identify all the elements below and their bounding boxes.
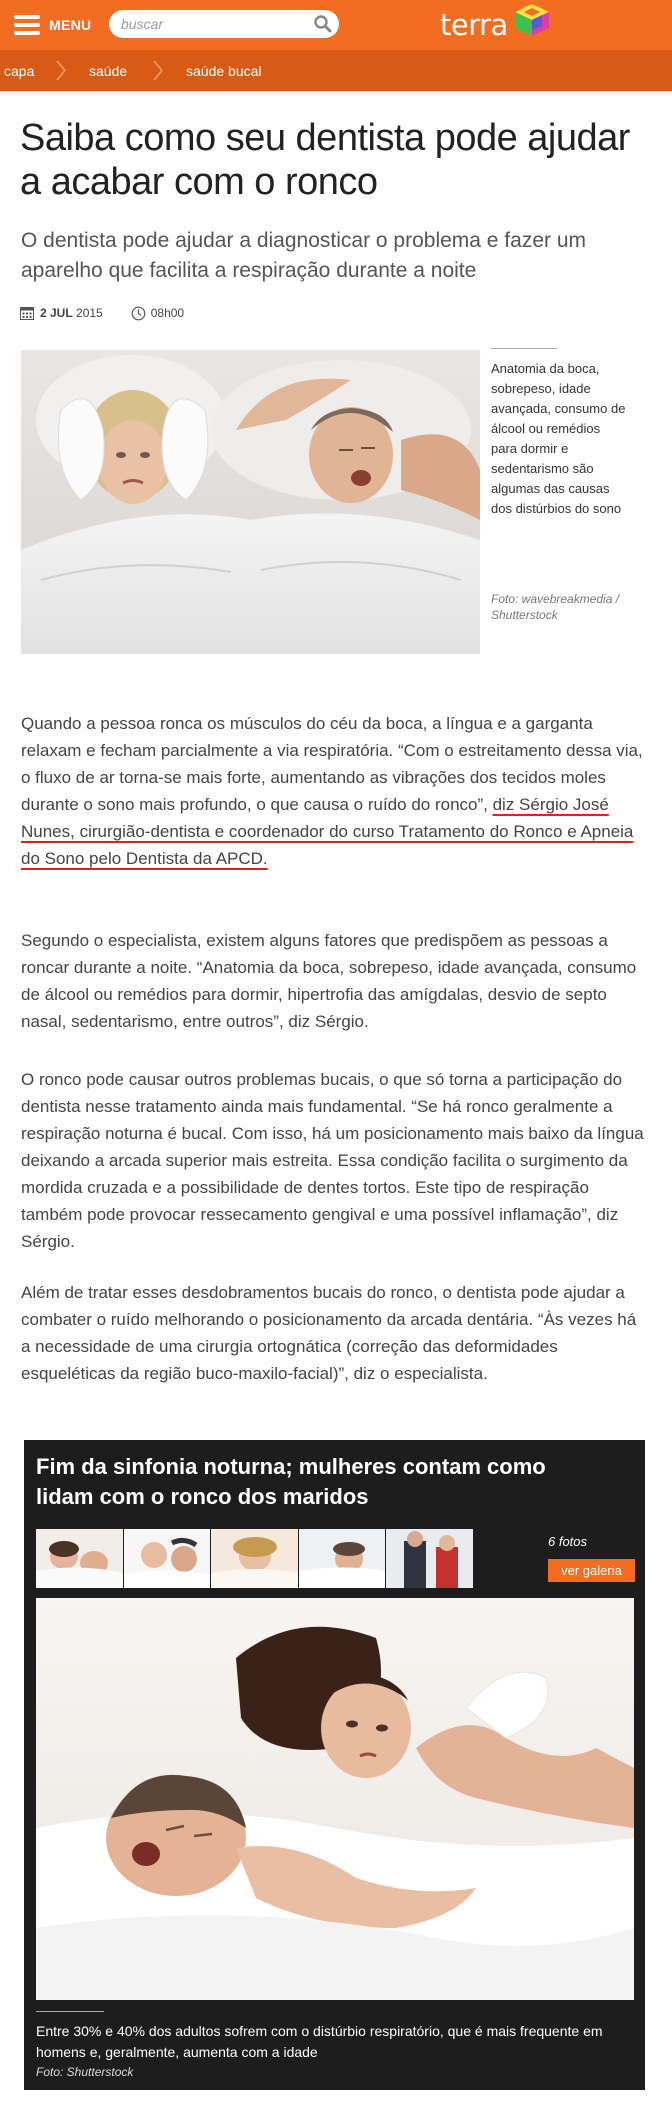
- search-input[interactable]: [109, 10, 309, 38]
- breadcrumb-item-saude-bucal[interactable]: saúde bucal: [186, 62, 262, 79]
- chevron-right-icon: [55, 59, 67, 82]
- gallery-thumbnail[interactable]: [36, 1529, 124, 1588]
- chevron-right-icon: [152, 59, 164, 82]
- hero-image-credit: Foto: wavebreakmedia / Shutterstock: [491, 592, 620, 622]
- article-paragraph: Além de tratar esses desdobramentos bucais do ronco, o dentista pode ajudar a combater o ruído melhorando o posicionamento da arcada dentária. “Às vezes há a necessidade de uma cirurgia ortognática (correção das deformidades esqueléticas da região buco-maxilo-facial)”, diz o especialista.: [21, 1283, 637, 1383]
- gallery-title[interactable]: Fim da sinfonia noturna; mulheres contam como lidam com o ronco dos maridos: [36, 1454, 546, 1509]
- search-icon[interactable]: [313, 14, 333, 34]
- article-meta: [20, 303, 184, 323]
- gallery-main-photo[interactable]: [36, 1598, 634, 2000]
- clock-icon: [131, 306, 146, 321]
- caption-divider: [491, 348, 557, 349]
- menu-button[interactable]: [14, 12, 91, 38]
- gallery-photo-count: 6 fotos: [548, 1534, 588, 1549]
- breadcrumb-item-saude[interactable]: saúde: [89, 62, 128, 79]
- hamburger-icon: [14, 15, 40, 35]
- article-time: 08h00: [150, 306, 185, 320]
- search-box: [109, 10, 339, 38]
- gallery-photo-caption: Entre 30% e 40% dos adultos sofrem com o distúrbio respiratório, que é mais frequente em homens e, geralmente, aumenta com a idade: [36, 2023, 603, 2060]
- gallery-thumbnail[interactable]: [299, 1529, 387, 1588]
- article-hero-image[interactable]: [21, 350, 480, 654]
- breadcrumb: [0, 50, 672, 91]
- photo-gallery: [24, 1440, 645, 2090]
- view-gallery-button[interactable]: ver galeria: [548, 1559, 635, 1582]
- article-date: [40, 306, 103, 320]
- breadcrumb-item-capa[interactable]: capa: [4, 62, 35, 79]
- gallery-thumbnails: [36, 1529, 474, 1588]
- menu-label: MENU: [49, 17, 92, 33]
- gallery-photo-credit: Foto: Shutterstock: [36, 2065, 134, 2079]
- article-title: Saiba como seu dentista pode ajudar a acabar com o ronco: [20, 117, 630, 203]
- top-bar: [0, 0, 672, 50]
- logo-text: terra: [440, 8, 508, 42]
- highlighted-quote-attribution: diz Sérgio José Nunes, cirurgião-dentista e coordenador do curso Tratamento do Ronco e Apneia do Sono pelo Dentista da APCD.: [21, 795, 634, 868]
- article-subtitle: O dentista pode ajudar a diagnosticar o problema e fazer um aparelho que facilita a respiração durante a noite: [21, 229, 587, 282]
- logo-cube-icon: [512, 2, 552, 38]
- gallery-thumbnail[interactable]: [211, 1529, 299, 1588]
- article-paragraph: [21, 710, 645, 872]
- hero-image-caption: Anatomia da boca, sobrepeso, idade avançada, consumo de álcool ou remédios para dormir e sedentarismo são algumas das causas dos distúrbios do sono: [491, 361, 626, 516]
- article-paragraph: O ronco pode causar outros problemas bucais, o que só torna a participação do dentista nesse tratamento ainda mais fundamental. “Se há ronco geralmente a respiração noturna é bucal. Com isso, há um posicionamento mais baixo da língua deixando a arcada superior mais estreita. Essa condição facilita o surgimento da mordida cruzada e a possibilidade de dentes tortos. Este tipo de respiração também pode provocar ressecamento gengival e uma possível inflamação”, diz Sérgio.: [21, 1070, 644, 1251]
- gallery-thumbnail[interactable]: [386, 1529, 474, 1588]
- gallery-thumbnail[interactable]: [124, 1529, 212, 1588]
- article-paragraph: Segundo o especialista, existem alguns fatores que predispõem as pessoas a roncar durante a noite. “Anatomia da boca, sobrepeso, idade avançada, consumo de álcool ou remédios para dormir, hipertrofia das amígdalas, desvio de septo nasal, sedentarismo, entre outros”, diz Sérgio.: [21, 931, 637, 1031]
- paragraph-text: Quando a pessoa ronca os músculos do céu da boca, a língua e a garganta relaxam e fecham parcialmente a via respiratória. “Com o estreitamento dessa via, o fluxo de ar torna-se mais forte, aumentando as vibrações dos tecidos moles durante o sono mais profundo, o que causa o ruído do ronco”,: [21, 714, 643, 814]
- article-date-year: 2015: [76, 306, 103, 320]
- terra-logo[interactable]: [440, 4, 552, 46]
- article-date-day: 2 JUL: [40, 306, 73, 320]
- calendar-icon: [20, 306, 34, 320]
- gallery-caption-divider: [36, 2011, 104, 2012]
